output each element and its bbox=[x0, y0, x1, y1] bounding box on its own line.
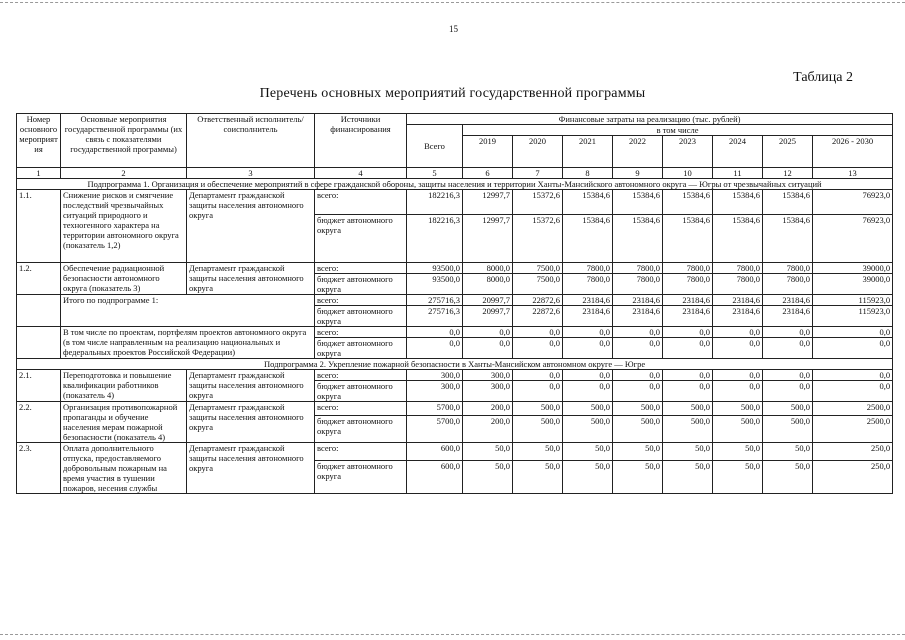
value-cell: 500,0 bbox=[613, 416, 663, 443]
value-cell: 50,0 bbox=[463, 443, 513, 461]
header-year: 2026 - 2030 bbox=[813, 136, 893, 168]
value-cell: 39000,0 bbox=[813, 274, 893, 295]
value-cell: 15384,6 bbox=[613, 215, 663, 263]
source-budget: бюджет автономного округа bbox=[315, 215, 407, 263]
column-number: 9 bbox=[613, 168, 663, 179]
value-cell: 115923,0 bbox=[813, 295, 893, 306]
value-cell: 182216,3 bbox=[407, 215, 463, 263]
subprogram-1-row bbox=[17, 179, 893, 190]
activity-row-2-2 bbox=[17, 402, 893, 416]
value-cell: 0,0 bbox=[713, 370, 763, 381]
value-cell: 23184,6 bbox=[613, 295, 663, 306]
source-total: всего: bbox=[315, 402, 407, 416]
table-label: Таблица 2 bbox=[793, 70, 853, 85]
value-cell: 5700,0 bbox=[407, 416, 463, 443]
value-cell: 20997,7 bbox=[463, 306, 513, 327]
value-cell: 300,0 bbox=[407, 370, 463, 381]
value-cell: 7800,0 bbox=[763, 263, 813, 274]
header-year: 2022 bbox=[613, 136, 663, 168]
value-cell: 8000,0 bbox=[463, 274, 513, 295]
value-cell: 15384,6 bbox=[663, 190, 713, 215]
scan-bottom-edge bbox=[0, 634, 905, 635]
value-cell: 0,0 bbox=[407, 327, 463, 338]
value-cell: 20997,7 bbox=[463, 295, 513, 306]
value-cell: 50,0 bbox=[463, 460, 513, 493]
value-cell: 7500,0 bbox=[513, 274, 563, 295]
document-title: Перечень основных мероприятий государственной программы bbox=[259, 86, 646, 101]
value-cell: 8000,0 bbox=[463, 263, 513, 274]
value-cell: 50,0 bbox=[763, 460, 813, 493]
source-total: всего: bbox=[315, 190, 407, 215]
value-cell: 15384,6 bbox=[763, 190, 813, 215]
value-cell: 0,0 bbox=[663, 338, 713, 359]
value-cell: 0,0 bbox=[563, 370, 613, 381]
header-year: 2024 bbox=[713, 136, 763, 168]
column-number: 8 bbox=[563, 168, 613, 179]
value-cell: 15384,6 bbox=[713, 215, 763, 263]
activity-name: Организация противопожарной пропаганды и обучение населения мерам пожарной безопасности (показатель 4) bbox=[61, 402, 187, 443]
value-cell: 7800,0 bbox=[763, 274, 813, 295]
value-cell: 0,0 bbox=[763, 381, 813, 402]
value-cell: 500,0 bbox=[563, 402, 613, 416]
value-cell: 50,0 bbox=[713, 460, 763, 493]
value-cell: 23184,6 bbox=[763, 295, 813, 306]
value-cell: 7800,0 bbox=[663, 274, 713, 295]
value-cell: 5700,0 bbox=[407, 402, 463, 416]
value-cell: 7800,0 bbox=[563, 263, 613, 274]
value-cell: 15384,6 bbox=[663, 215, 713, 263]
value-cell: 7800,0 bbox=[713, 274, 763, 295]
value-cell: 23184,6 bbox=[663, 295, 713, 306]
subprogram-1-total-label: Итого по подпрограмме 1: bbox=[61, 295, 315, 327]
value-cell: 0,0 bbox=[513, 381, 563, 402]
header-year: 2023 bbox=[663, 136, 713, 168]
value-cell: 500,0 bbox=[663, 402, 713, 416]
activity-number: 1.1. bbox=[17, 190, 61, 263]
value-cell: 39000,0 bbox=[813, 263, 893, 274]
value-cell: 250,0 bbox=[813, 460, 893, 493]
value-cell: 15372,6 bbox=[513, 215, 563, 263]
value-cell: 22872,6 bbox=[513, 306, 563, 327]
source-budget: бюджет автономного округа bbox=[315, 274, 407, 295]
header-year: 2021 bbox=[563, 136, 613, 168]
value-cell: 76923,0 bbox=[813, 215, 893, 263]
value-cell: 300,0 bbox=[407, 381, 463, 402]
activity-number: 2.1. bbox=[17, 370, 61, 402]
value-cell: 50,0 bbox=[613, 460, 663, 493]
value-cell: 0,0 bbox=[813, 381, 893, 402]
value-cell: 600,0 bbox=[407, 443, 463, 461]
value-cell: 7800,0 bbox=[613, 263, 663, 274]
source-total: всего: bbox=[315, 370, 407, 381]
value-cell: 115923,0 bbox=[813, 306, 893, 327]
column-number: 5 bbox=[407, 168, 463, 179]
header-responsible: Ответственный исполнитель/соисполнитель bbox=[187, 114, 315, 168]
activity-name: Обеспечение радиационной безопасности автономного округа (показатель 3) bbox=[61, 263, 187, 295]
column-number: 12 bbox=[763, 168, 813, 179]
value-cell: 23184,6 bbox=[613, 306, 663, 327]
value-cell: 7800,0 bbox=[663, 263, 713, 274]
value-cell: 500,0 bbox=[763, 402, 813, 416]
value-cell: 15384,6 bbox=[763, 215, 813, 263]
value-cell: 0,0 bbox=[813, 370, 893, 381]
source-budget: бюджет автономного округа bbox=[315, 306, 407, 327]
value-cell: 0,0 bbox=[407, 338, 463, 359]
value-cell: 15372,6 bbox=[513, 190, 563, 215]
value-cell: 2500,0 bbox=[813, 402, 893, 416]
value-cell: 300,0 bbox=[463, 381, 513, 402]
value-cell: 0,0 bbox=[463, 327, 513, 338]
value-cell: 0,0 bbox=[463, 338, 513, 359]
value-cell: 500,0 bbox=[513, 416, 563, 443]
subprogram-1-title: Подпрограмма 1. Организация и обеспечение мероприятий в сфере гражданской обороны, защиты населения и территории Ханты-Мансийского автономного округа — Югры от чрезвычайных ситуаций bbox=[17, 179, 893, 190]
source-budget: бюджет автономного округа bbox=[315, 416, 407, 443]
value-cell: 0,0 bbox=[613, 338, 663, 359]
value-cell: 23184,6 bbox=[763, 306, 813, 327]
activity-number: 2.3. bbox=[17, 443, 61, 494]
value-cell: 15384,6 bbox=[563, 190, 613, 215]
header-row-1 bbox=[17, 114, 893, 125]
source-total: всего: bbox=[315, 263, 407, 274]
value-cell: 50,0 bbox=[663, 460, 713, 493]
value-cell: 0,0 bbox=[563, 381, 613, 402]
value-cell: 200,0 bbox=[463, 402, 513, 416]
column-number: 2 bbox=[61, 168, 187, 179]
empty-cell bbox=[17, 327, 61, 359]
activity-responsible: Департамент гражданской защиты населения автономного округа bbox=[187, 263, 315, 295]
column-number: 6 bbox=[463, 168, 513, 179]
activity-name: Оплата дополнительного отпуска, предоставляемого добровольным пожарным на время участия в тушении пожаров, несения службы bbox=[61, 443, 187, 494]
subprogram-1-projects-row bbox=[17, 327, 893, 338]
source-total: всего: bbox=[315, 327, 407, 338]
column-number: 13 bbox=[813, 168, 893, 179]
column-number: 10 bbox=[663, 168, 713, 179]
header-name: Основные мероприятия государственной программы (их связь с показателями государственной программы) bbox=[61, 114, 187, 168]
value-cell: 50,0 bbox=[763, 443, 813, 461]
value-cell: 7800,0 bbox=[713, 263, 763, 274]
value-cell: 0,0 bbox=[713, 381, 763, 402]
value-cell: 23184,6 bbox=[563, 295, 613, 306]
value-cell: 0,0 bbox=[663, 370, 713, 381]
value-cell: 0,0 bbox=[813, 327, 893, 338]
value-cell: 12997,7 bbox=[463, 190, 513, 215]
value-cell: 15384,6 bbox=[713, 190, 763, 215]
column-number: 3 bbox=[187, 168, 315, 179]
page-number: 15 bbox=[449, 24, 458, 34]
value-cell: 12997,7 bbox=[463, 215, 513, 263]
activity-name: Переподготовка и повышение квалификации работников (показатель 4) bbox=[61, 370, 187, 402]
activity-responsible: Департамент гражданской защиты населения автономного округа bbox=[187, 402, 315, 443]
scan-top-edge bbox=[0, 2, 905, 3]
value-cell: 15384,6 bbox=[563, 215, 613, 263]
header-including: в том числе bbox=[463, 125, 893, 136]
program-activities-table bbox=[16, 113, 893, 494]
value-cell: 0,0 bbox=[513, 370, 563, 381]
value-cell: 0,0 bbox=[613, 370, 663, 381]
value-cell: 0,0 bbox=[763, 327, 813, 338]
value-cell: 50,0 bbox=[663, 443, 713, 461]
source-total: всего: bbox=[315, 443, 407, 461]
empty-cell bbox=[17, 295, 61, 327]
value-cell: 0,0 bbox=[813, 338, 893, 359]
value-cell: 0,0 bbox=[613, 381, 663, 402]
activity-row-1-2 bbox=[17, 263, 893, 274]
value-cell: 500,0 bbox=[513, 402, 563, 416]
value-cell: 2500,0 bbox=[813, 416, 893, 443]
value-cell: 76923,0 bbox=[813, 190, 893, 215]
header-year: 2025 bbox=[763, 136, 813, 168]
value-cell: 250,0 bbox=[813, 443, 893, 461]
header-year: 2019 bbox=[463, 136, 513, 168]
value-cell: 500,0 bbox=[713, 416, 763, 443]
value-cell: 182216,3 bbox=[407, 190, 463, 215]
source-budget: бюджет автономного округа bbox=[315, 338, 407, 359]
value-cell: 23184,6 bbox=[663, 306, 713, 327]
value-cell: 0,0 bbox=[713, 338, 763, 359]
value-cell: 275716,3 bbox=[407, 306, 463, 327]
activity-number: 1.2. bbox=[17, 263, 61, 295]
value-cell: 0,0 bbox=[663, 381, 713, 402]
value-cell: 0,0 bbox=[663, 327, 713, 338]
value-cell: 22872,6 bbox=[513, 295, 563, 306]
header-num: Номер основного мероприятия bbox=[17, 114, 61, 168]
source-budget: бюджет автономного округа bbox=[315, 381, 407, 402]
value-cell: 500,0 bbox=[613, 402, 663, 416]
value-cell: 93500,0 bbox=[407, 274, 463, 295]
subprogram-2-row bbox=[17, 359, 893, 370]
value-cell: 500,0 bbox=[563, 416, 613, 443]
value-cell: 50,0 bbox=[513, 443, 563, 461]
source-total: всего: bbox=[315, 295, 407, 306]
activity-row-2-3 bbox=[17, 443, 893, 461]
value-cell: 275716,3 bbox=[407, 295, 463, 306]
value-cell: 23184,6 bbox=[713, 295, 763, 306]
activity-responsible: Департамент гражданской защиты населения автономного округа bbox=[187, 190, 315, 263]
value-cell: 7800,0 bbox=[563, 274, 613, 295]
column-number: 1 bbox=[17, 168, 61, 179]
activity-number: 2.2. bbox=[17, 402, 61, 443]
value-cell: 23184,6 bbox=[563, 306, 613, 327]
value-cell: 0,0 bbox=[563, 338, 613, 359]
header-financing: Финансовые затраты на реализацию (тыс. рублей) bbox=[407, 114, 893, 125]
value-cell: 500,0 bbox=[663, 416, 713, 443]
value-cell: 15384,6 bbox=[613, 190, 663, 215]
value-cell: 50,0 bbox=[563, 460, 613, 493]
source-budget: бюджет автономного округа bbox=[315, 460, 407, 493]
header-total: Всего bbox=[407, 125, 463, 168]
value-cell: 50,0 bbox=[613, 443, 663, 461]
activity-name: Снижение рисков и смягчение последствий чрезвычайных ситуаций природного и техногенного характера на территории автономного округа (показатель 1,2) bbox=[61, 190, 187, 263]
header-year: 2020 bbox=[513, 136, 563, 168]
column-number: 7 bbox=[513, 168, 563, 179]
value-cell: 23184,6 bbox=[713, 306, 763, 327]
value-cell: 0,0 bbox=[563, 327, 613, 338]
value-cell: 0,0 bbox=[713, 327, 763, 338]
value-cell: 0,0 bbox=[513, 338, 563, 359]
value-cell: 7800,0 bbox=[613, 274, 663, 295]
value-cell: 600,0 bbox=[407, 460, 463, 493]
value-cell: 500,0 bbox=[713, 402, 763, 416]
activity-row-2-1 bbox=[17, 370, 893, 381]
value-cell: 93500,0 bbox=[407, 263, 463, 274]
value-cell: 50,0 bbox=[563, 443, 613, 461]
subprogram-1-total-row bbox=[17, 295, 893, 306]
value-cell: 200,0 bbox=[463, 416, 513, 443]
header-source: Источники финансирования bbox=[315, 114, 407, 168]
activity-row-1-1 bbox=[17, 190, 893, 215]
subprogram-2-title: Подпрограмма 2. Укрепление пожарной безопасности в Ханты-Мансийском автономном округе — Югре bbox=[17, 359, 893, 370]
value-cell: 7500,0 bbox=[513, 263, 563, 274]
value-cell: 0,0 bbox=[763, 370, 813, 381]
value-cell: 50,0 bbox=[513, 460, 563, 493]
value-cell: 300,0 bbox=[463, 370, 513, 381]
value-cell: 50,0 bbox=[713, 443, 763, 461]
column-number: 4 bbox=[315, 168, 407, 179]
column-number-row bbox=[17, 168, 893, 179]
value-cell: 0,0 bbox=[763, 338, 813, 359]
value-cell: 0,0 bbox=[513, 327, 563, 338]
subprogram-1-projects-label: В том числе по проектам, портфелям проектов автономного округа (в том числе направленным на реализацию национальных и федеральных проектов Российской Федерации) bbox=[61, 327, 315, 359]
value-cell: 500,0 bbox=[763, 416, 813, 443]
activity-responsible: Департамент гражданской защиты населения автономного округа bbox=[187, 370, 315, 402]
activity-responsible: Департамент гражданской защиты населения автономного округа bbox=[187, 443, 315, 494]
column-number: 11 bbox=[713, 168, 763, 179]
value-cell: 0,0 bbox=[613, 327, 663, 338]
